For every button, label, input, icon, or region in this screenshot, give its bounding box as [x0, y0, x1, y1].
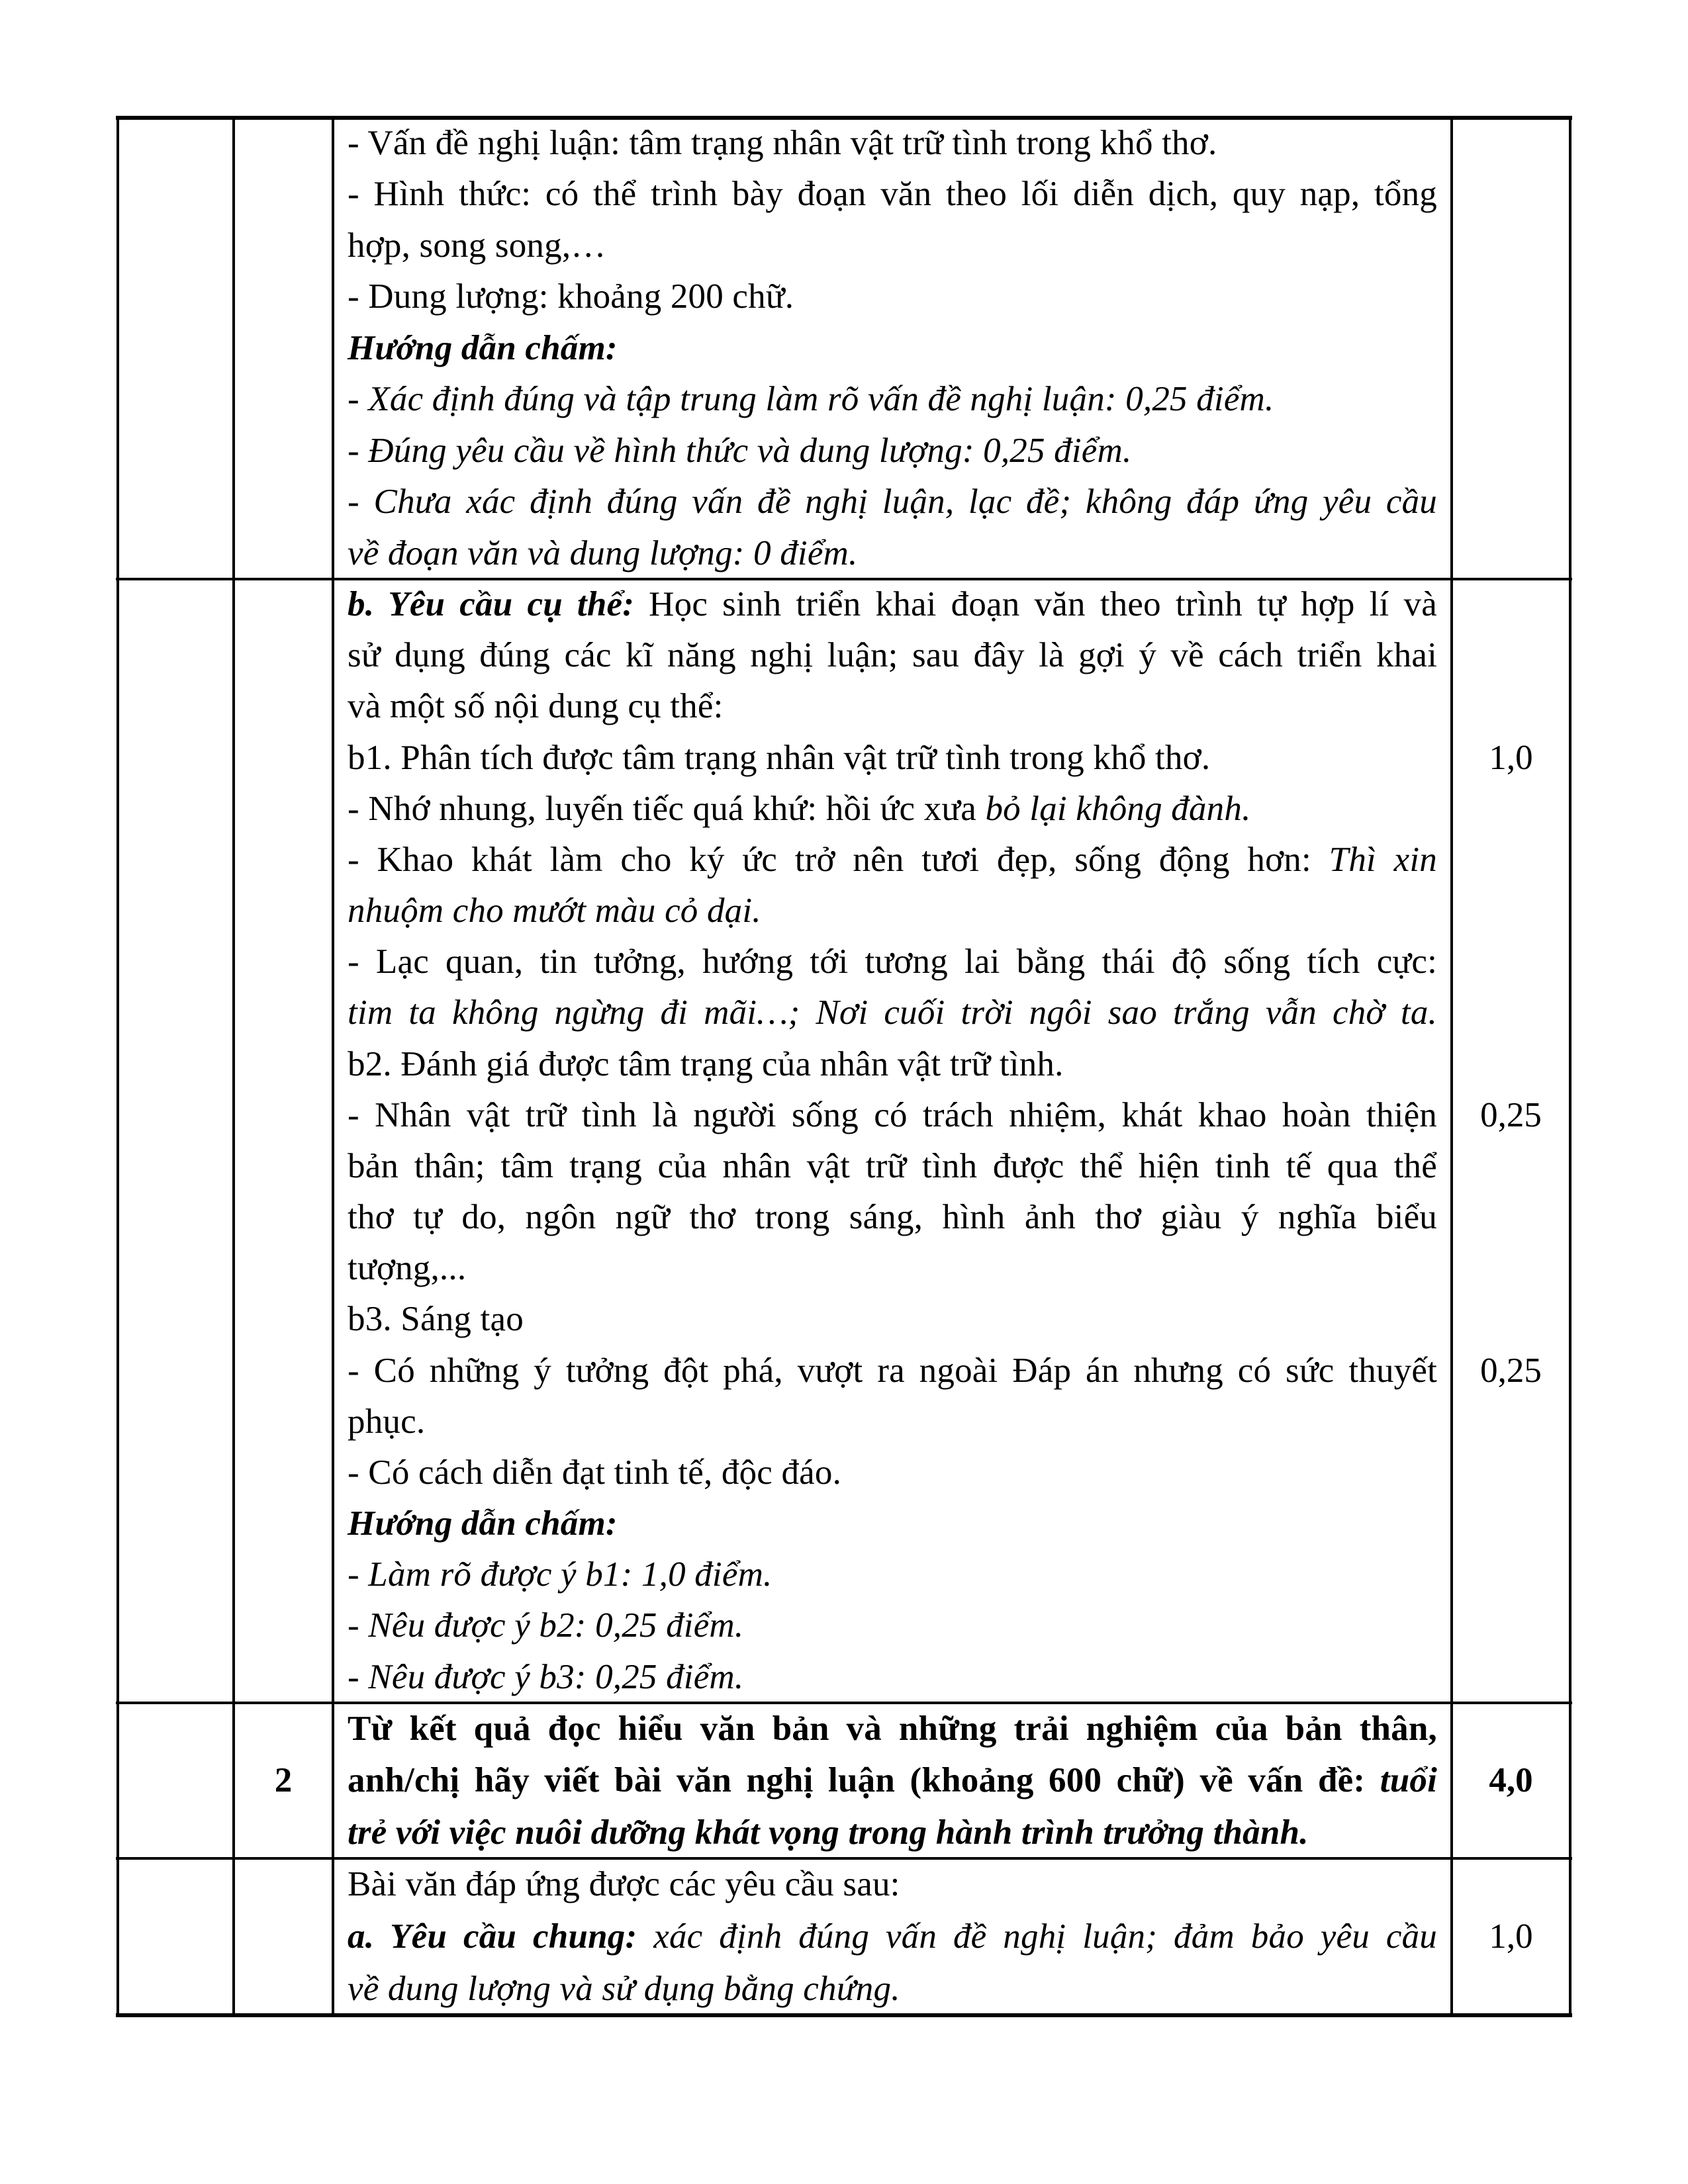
content-line — [348, 630, 1437, 681]
text-segment: - Lạc quan, tin tưởng, hướng tới tương lai bằng thái độ sống tích cực: — [348, 942, 1437, 981]
table-grid-vline — [1569, 116, 1571, 2017]
content-line — [348, 1963, 1437, 2015]
text-segment: anh/chị hãy viết bài văn nghị luận (khoảng 600 chữ) về vấn đề: — [348, 1761, 1380, 1800]
text-segment: về dung lượng và sử dụng bằng chứng. — [348, 1970, 900, 2008]
content-line — [348, 169, 1437, 220]
text-segment: - Nhân vật trữ tình là người sống có trách nhiệm, khát khao hoàn thiện — [348, 1095, 1437, 1134]
text-segment: b1. Phân tích được tâm trạng nhân vật trữ tình trong khổ thơ. — [348, 738, 1211, 777]
text-segment: bản thân; tâm trạng của nhân vật trữ tình được thể hiện tinh tế qua thể — [348, 1146, 1437, 1185]
text-segment: tượng,... — [348, 1249, 467, 1288]
text-segment: b. Yêu cầu cụ thể: — [348, 585, 635, 623]
content-line — [348, 1807, 1437, 1858]
content-line — [348, 220, 1437, 271]
content-line — [348, 271, 1437, 322]
text-segment: sử dụng đúng các kĩ năng nghị luận; sau đây là gợi ý về cách triển khai — [348, 636, 1437, 675]
content-line — [348, 118, 1437, 169]
text-segment: - Có cách diễn đạt tinh tế, độc đáo. — [348, 1453, 842, 1492]
score-cell: 0,25 — [1480, 1095, 1542, 1134]
text-segment: - Khao khát làm cho ký ức trở nên tươi đẹp, sống động hơn: — [348, 840, 1329, 879]
content-line — [348, 1039, 1437, 1090]
table-grid-vline — [1450, 116, 1453, 2017]
content-line — [348, 1549, 1437, 1600]
content-line — [348, 1447, 1437, 1498]
content-line — [348, 1754, 1437, 1806]
content-line — [348, 528, 1437, 579]
score-cell: 4,0 — [1489, 1761, 1533, 1800]
text-segment: thơ tự do, ngôn ngữ thơ trong sáng, hình ảnh thơ giàu ý nghĩa biểu — [348, 1198, 1437, 1237]
criteria-cell — [348, 579, 1437, 1703]
text-segment: b3. Sáng tạo — [348, 1300, 524, 1339]
content-line — [348, 1141, 1437, 1192]
content-line — [348, 1498, 1437, 1549]
text-segment: nhuộm cho mướt màu cỏ dại. — [348, 891, 761, 931]
content-line — [348, 784, 1437, 835]
content-line — [348, 1294, 1437, 1345]
text-segment: Từ kết quả đọc hiểu văn bản và những trải nghiệm của bản thân, — [348, 1709, 1437, 1748]
content-line — [348, 1396, 1437, 1447]
content-line — [348, 1600, 1437, 1651]
text-segment: - Nhớ nhung, luyến tiếc quá khứ: hồi ức xưa — [348, 789, 986, 828]
text-segment: trẻ với việc nuôi dưỡng khát vọng trong hành trình trưởng thành. — [348, 1813, 1309, 1852]
text-segment: và một số nội dung cụ thể: — [348, 687, 724, 726]
score-cell: 1,0 — [1489, 738, 1533, 777]
content-line — [348, 579, 1437, 630]
text-segment: Bài văn đáp ứng được các yêu cầu sau: — [348, 1865, 900, 1903]
text-segment: Học sinh triển khai đoạn văn theo trình tự hợp lí và — [634, 585, 1437, 623]
criteria-cell — [348, 1858, 1437, 2015]
table-grid-vline — [117, 116, 119, 2017]
content-line — [348, 681, 1437, 732]
text-segment: - Nêu được ý b2: 0,25 điểm. — [348, 1606, 744, 1645]
content-line — [348, 1243, 1437, 1294]
criteria-cell — [348, 1703, 1437, 1858]
content-line — [348, 426, 1437, 477]
text-segment: tuổi — [1380, 1761, 1437, 1800]
text-segment: Hướng dẫn chấm: — [348, 1504, 618, 1543]
content-line — [348, 733, 1437, 784]
content-line — [348, 1703, 1437, 1754]
score-cell: 1,0 — [1489, 1917, 1533, 1956]
content-line — [348, 835, 1437, 886]
text-segment: - Nêu được ý b3: 0,25 điểm. — [348, 1657, 744, 1696]
content-line — [348, 987, 1437, 1038]
text-segment: phục. — [348, 1402, 426, 1441]
text-segment: về đoạn văn và dung lượng: 0 điểm. — [348, 533, 858, 572]
content-line — [348, 1858, 1437, 1911]
text-segment: - Vấn đề nghị luận: tâm trạng nhân vật trữ tình trong khổ thơ. — [348, 124, 1217, 162]
content-line — [348, 1345, 1437, 1396]
content-line — [348, 1090, 1437, 1141]
content-line — [348, 1192, 1437, 1243]
question-number-cell: 2 — [274, 1761, 293, 1799]
criteria-cell — [348, 118, 1437, 579]
score-cell: 0,25 — [1480, 1351, 1542, 1390]
content-line — [348, 886, 1437, 936]
text-segment: Thì xin — [1329, 840, 1437, 879]
content-line — [348, 374, 1437, 425]
text-segment: - Xác định đúng và tập trung làm rõ vấn đề nghị luận: 0,25 điểm. — [348, 380, 1274, 419]
text-segment: - Có những ý tưởng đột phá, vượt ra ngoài Đáp án nhưng có sức thuyết — [348, 1351, 1437, 1390]
text-segment: hợp, song song,… — [348, 226, 606, 265]
text-segment: tim ta không ngừng đi mãi…; Nơi cuối trời ngôi sao trắng vẫn chờ ta. — [348, 993, 1437, 1032]
text-segment: - Chưa xác định đúng vấn đề nghị luận, lạc đề; không đáp ứng yêu cầu — [348, 482, 1437, 522]
content-line — [348, 477, 1437, 527]
content-line — [348, 323, 1437, 374]
text-segment: - Làm rõ được ý b1: 1,0 điểm. — [348, 1555, 773, 1594]
text-segment: a. Yêu cầu chung: — [348, 1917, 654, 1956]
text-segment: Hướng dẫn chấm: — [348, 328, 618, 367]
text-segment: xác định đúng vấn đề nghị luận; đảm bảo yêu cầu — [653, 1917, 1437, 1956]
text-segment: b2. Đánh giá được tâm trạng của nhân vật trữ tình. — [348, 1044, 1064, 1083]
content-line — [348, 1911, 1437, 1963]
text-segment: - Đúng yêu cầu về hình thức và dung lượng: 0,25 điểm. — [348, 431, 1132, 470]
content-line — [348, 936, 1437, 987]
text-segment: bỏ lại không đành. — [985, 789, 1251, 828]
text-segment: - Dung lượng: khoảng 200 chữ. — [348, 277, 794, 316]
text-segment: - Hình thức: có thể trình bày đoạn văn theo lối diễn dịch, quy nạp, tổng — [348, 175, 1437, 214]
content-line — [348, 1652, 1437, 1703]
